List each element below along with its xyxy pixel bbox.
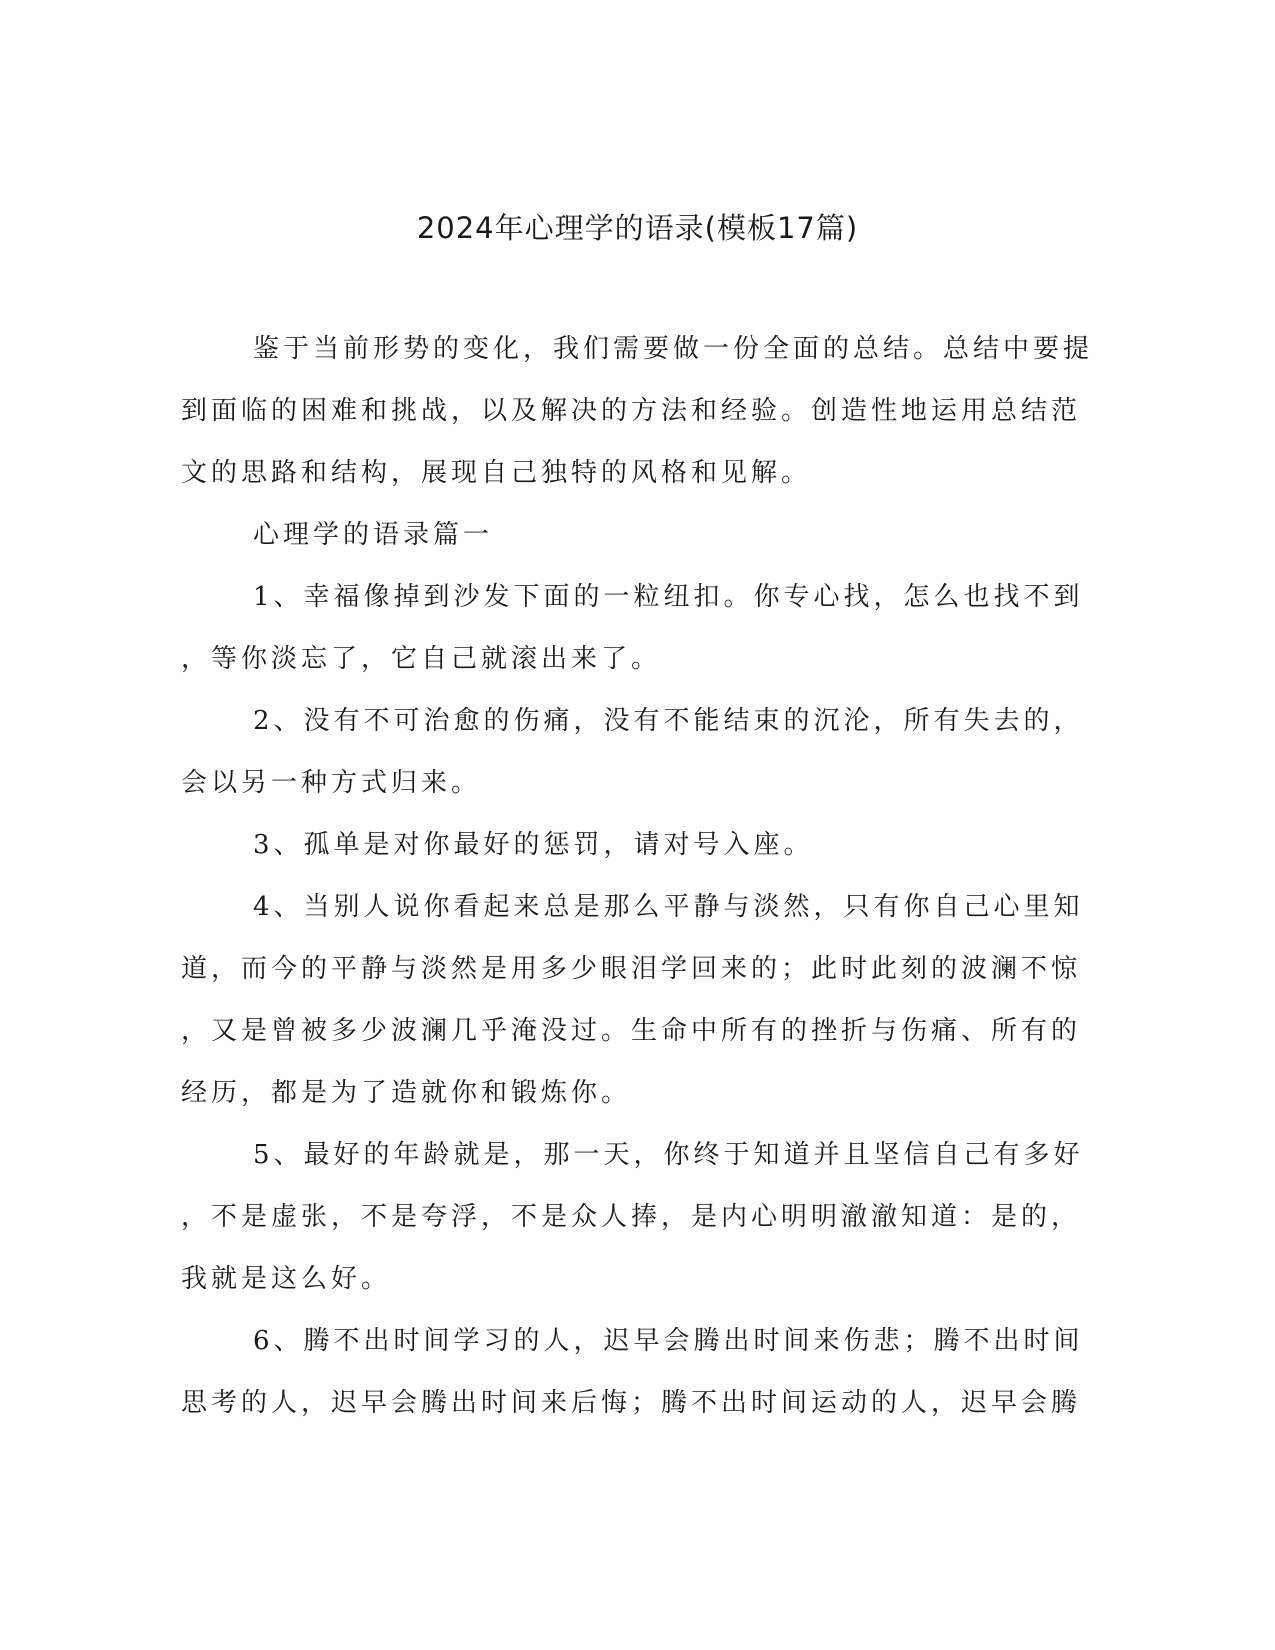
quote-item	[181, 814, 1041, 876]
quote-item	[181, 1310, 1084, 1434]
text-line: 思考的人，迟早会腾出时间来后悔；腾不出时间运动的人，迟早会腾	[181, 1388, 1082, 1418]
text-line: 会以另一种方式归来。	[181, 768, 482, 798]
text-line: ，又是曾被多少波澜几乎淹没过。生命中所有的挫折与伤痛、所有的	[181, 1016, 1082, 1046]
text-line: 3、孤单是对你最好的惩罚，请对号入座。	[253, 830, 814, 860]
document-title: 2024年心理学的语录(模板17篇)	[416, 211, 859, 245]
text-line: 经历，都是为了造就你和锻炼你。	[181, 1078, 632, 1108]
text-line: ，等你淡忘了，它自己就滚出来了。	[181, 644, 662, 674]
quote-item	[181, 566, 1084, 690]
text-line: ，不是虚张，不是夸浮，不是众人捧，是内心明明澈澈知道：是的，	[181, 1202, 1082, 1232]
text-line: 到面临的困难和挑战，以及解决的方法和经验。创造性地运用总结范	[181, 396, 1082, 426]
text-line: 1、幸福像掉到沙发下面的一粒纽扣。你专心找，怎么也找不到	[253, 582, 1084, 612]
section-heading	[181, 504, 1041, 566]
quote-item	[181, 690, 1084, 814]
text-line: 文的思路和结构，展现自己独特的风格和见解。	[181, 458, 812, 488]
text-line: 6、腾不出时间学习的人，迟早会腾出时间来伤悲；腾不出时间	[253, 1326, 1084, 1356]
text-line: 心理学的语录篇一	[253, 520, 494, 550]
text-line: 我就是这么好。	[181, 1264, 392, 1294]
text-line: 4、当别人说你看起来总是那么平静与淡然，只有你自己心里知	[253, 892, 1084, 922]
quote-item	[181, 876, 1084, 1124]
document-body	[181, 318, 1094, 1434]
intro-paragraph	[181, 318, 1094, 504]
text-line: 5、最好的年龄就是，那一天，你终于知道并且坚信自己有多好	[253, 1140, 1084, 1170]
text-line: 道，而今的平静与淡然是用多少眼泪学回来的；此时此刻的波澜不惊	[181, 954, 1082, 984]
quote-item	[181, 1124, 1084, 1310]
text-line: 2、没有不可治愈的伤痛，没有不能结束的沉沦，所有失去的，	[253, 706, 1084, 736]
text-line: 鉴于当前形势的变化，我们需要做一份全面的总结。总结中要提	[253, 334, 1094, 364]
